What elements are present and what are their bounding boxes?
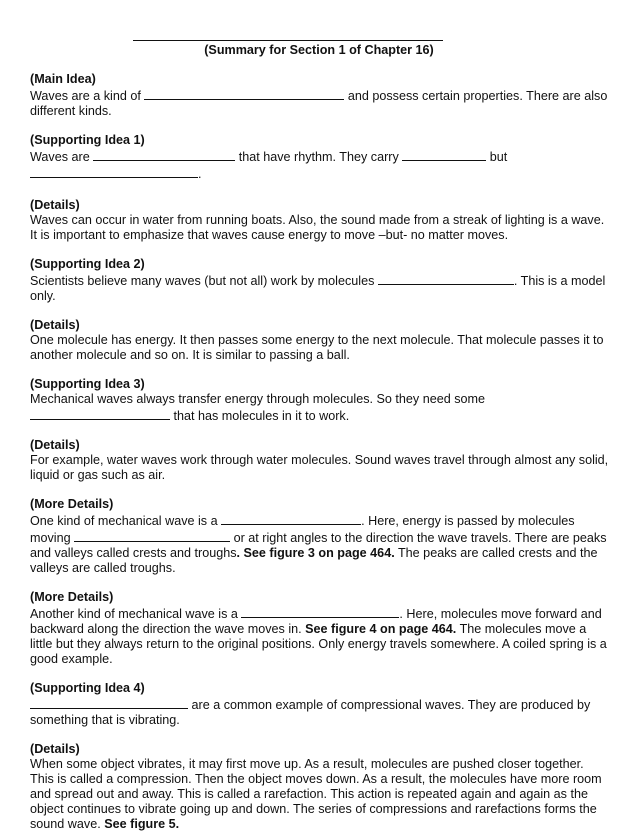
- supporting-idea-3-section: [30, 377, 610, 424]
- supporting-idea-2-section: [30, 257, 610, 304]
- text: Mechanical waves always transfer energy through molecules. So they need some: [30, 392, 486, 406]
- text: . Here, molecules move forward and backward along the direction the wave moves in.: [30, 607, 602, 636]
- supporting-idea-1-section: [30, 133, 610, 182]
- text: Another kind of mechanical wave is a: [30, 607, 238, 621]
- text: The molecules move a little but they always return to the original positions. Only energy travels somewhere. A coiled spring is a good example.: [30, 622, 607, 666]
- title-blank-line: [133, 40, 443, 41]
- fill-in-blank[interactable]: [241, 605, 399, 618]
- text: One kind of mechanical wave is a: [30, 514, 218, 528]
- section-heading: (Details): [30, 438, 80, 452]
- fill-in-blank[interactable]: [74, 529, 230, 542]
- figure-reference: . See figure 3 on page 464.: [236, 546, 395, 560]
- section-heading: (Supporting Idea 4): [30, 681, 145, 695]
- paragraph: One molecule has energy. It then passes some energy to the next molecule. That molecule passes it to another molecule and so on. It is similar to passing a ball.: [30, 333, 604, 362]
- summary-document: [30, 72, 610, 832]
- fill-in-blank[interactable]: [93, 148, 235, 161]
- text: Waves are a kind of: [30, 89, 141, 103]
- section-heading: (Supporting Idea 2): [30, 257, 145, 271]
- fill-in-blank[interactable]: [378, 272, 514, 285]
- figure-reference: See figure 5.: [104, 817, 180, 831]
- supporting-idea-4-section: [30, 681, 610, 728]
- paragraph: For example, water waves work through water molecules. Sound waves travel through almost any solid, liquid or gas such as air.: [30, 453, 609, 482]
- text: that has molecules in it to work.: [173, 409, 350, 423]
- text: but: [489, 150, 508, 164]
- text: Scientists believe many waves (but not all) work by molecules: [30, 274, 375, 288]
- details-2-section: [30, 318, 610, 363]
- text: Waves are: [30, 150, 90, 164]
- text: or at right angles to the direction the wave travels. There are peaks and valleys called crests and troughs: [30, 531, 607, 560]
- text: are a common example of compressional waves. They are produced by something that is vibrating.: [30, 698, 591, 727]
- fill-in-blank[interactable]: [144, 87, 344, 100]
- paragraph: Waves can occur in water from running boats. Also, the sound made from a streak of lighting is a wave. It is important to emphasize that waves cause energy to move –but- no matter moves.: [30, 213, 605, 242]
- text: that have rhythm. They carry: [238, 150, 399, 164]
- section-heading: (Main Idea): [30, 72, 96, 86]
- paragraph: When some object vibrates, it may first move up. As a result, molecules are pushed closer together. This is called a compression. Then the object moves down. As a result, the molecules have more room and spread out and away. This is called a rarefaction. This action is repeated again and again as the object continues to vibrate going up and down. The series of compressions and rarefactions forms the sound wave.: [30, 757, 602, 831]
- fill-in-blank[interactable]: [30, 165, 198, 178]
- main-idea-section: [30, 72, 610, 119]
- section-heading: (More Details): [30, 590, 114, 604]
- section-heading: (Details): [30, 318, 80, 332]
- text: . This is a model only.: [30, 274, 606, 303]
- page-subtitle: (Summary for Section 1 of Chapter 16): [204, 43, 434, 57]
- fill-in-blank[interactable]: [30, 696, 188, 709]
- section-heading: (More Details): [30, 497, 114, 511]
- section-heading: (Supporting Idea 1): [30, 133, 145, 147]
- details-4-section: [30, 742, 610, 832]
- text: and possess certain properties. There are also different kinds.: [30, 89, 608, 118]
- more-details-2-section: [30, 590, 610, 667]
- fill-in-blank[interactable]: [221, 512, 361, 525]
- details-1-section: [30, 198, 610, 243]
- fill-in-blank[interactable]: [402, 148, 486, 161]
- details-3-section: [30, 438, 610, 483]
- fill-in-blank[interactable]: [30, 407, 170, 420]
- more-details-1-section: [30, 497, 610, 576]
- section-heading: (Supporting Idea 3): [30, 377, 145, 391]
- figure-reference: See figure 4 on page 464.: [305, 622, 457, 636]
- text: The peaks are called crests and the valleys are called troughs.: [30, 546, 598, 575]
- section-heading: (Details): [30, 742, 80, 756]
- text: . Here, energy is passed by molecules moving: [30, 514, 575, 545]
- section-heading: (Details): [30, 198, 80, 212]
- text: .: [198, 167, 202, 181]
